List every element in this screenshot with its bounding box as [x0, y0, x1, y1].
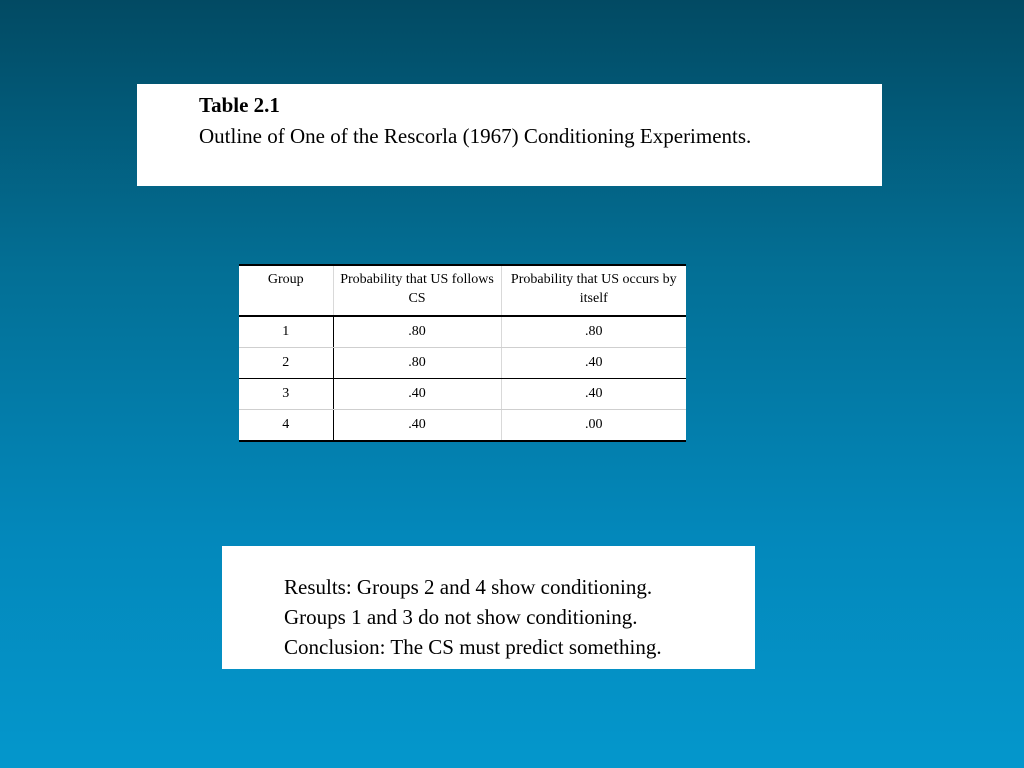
results-box: [222, 546, 755, 669]
table-label: Table 2.1: [199, 93, 280, 117]
data-table: [239, 264, 686, 442]
header-group: Group: [239, 265, 333, 316]
table-row: [239, 410, 686, 442]
results-line: Groups 1 and 3 do not show conditioning.: [284, 605, 638, 629]
conclusion-line: Conclusion: The CS must predict something.: [284, 635, 662, 659]
table-row: [239, 316, 686, 348]
cell-group: 3: [239, 379, 333, 410]
cell-by-itself: .00: [501, 410, 686, 442]
cell-follows-cs: .40: [333, 410, 501, 442]
header-follows-cs: Probability that US follows CS: [333, 265, 501, 316]
table-header-row: [239, 265, 686, 316]
cell-by-itself: .40: [501, 348, 686, 379]
cell-group: 1: [239, 316, 333, 348]
cell-group: 4: [239, 410, 333, 442]
results-line: Results: Groups 2 and 4 show conditioning.: [284, 575, 653, 599]
table-row: [239, 379, 686, 410]
cell-follows-cs: .80: [333, 316, 501, 348]
table-caption: Outline of One of the Rescorla (1967) Conditioning Experiments.: [199, 124, 752, 148]
table-title-box: [137, 84, 882, 186]
cell-group: 2: [239, 348, 333, 379]
cell-follows-cs: .40: [333, 379, 501, 410]
experiment-table: [239, 264, 686, 442]
table-row: [239, 348, 686, 379]
cell-by-itself: .80: [501, 316, 686, 348]
header-by-itself: Probability that US occurs by itself: [501, 265, 686, 316]
cell-follows-cs: .80: [333, 348, 501, 379]
cell-by-itself: .40: [501, 379, 686, 410]
